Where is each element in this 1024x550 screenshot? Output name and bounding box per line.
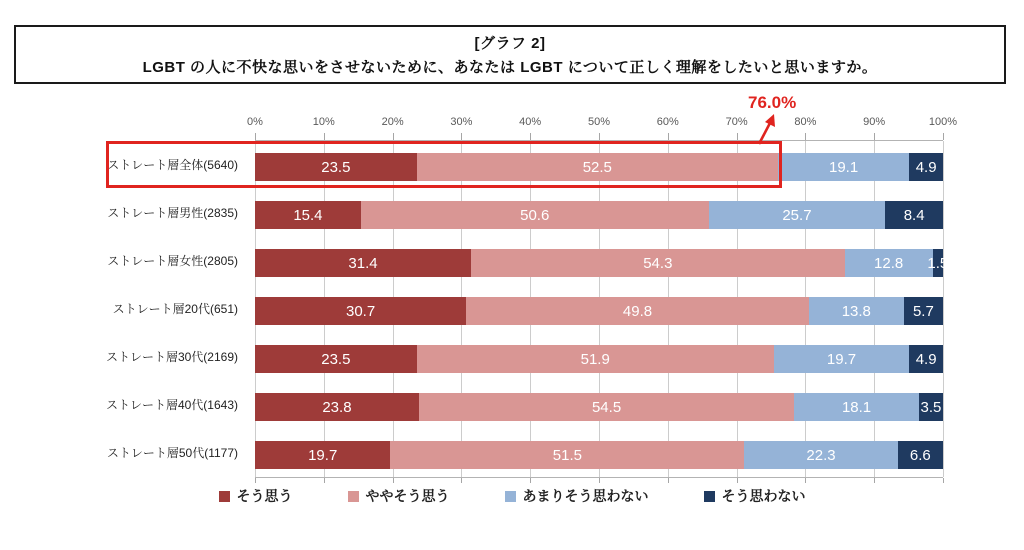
stacked-bar [255, 345, 943, 373]
bar-segment [255, 345, 417, 373]
x-tick-mark [530, 133, 531, 140]
bar-segment [774, 345, 910, 373]
legend-swatch-icon [219, 491, 230, 502]
bar-value-label: 3.5 [920, 398, 942, 416]
bar-segment [255, 249, 471, 277]
annotation-arrow-icon [753, 110, 781, 148]
x-tick-stub [874, 478, 875, 483]
category-label: ストレート層男性(2835) [107, 205, 238, 220]
x-axis [247, 116, 958, 140]
stacked-bar [255, 441, 943, 469]
x-tick-mark [324, 133, 325, 140]
x-tick-mark [599, 133, 600, 140]
x-tick-mark [737, 133, 738, 140]
bar-value-label: 25.7 [782, 206, 812, 224]
bar-value-label: 6.6 [909, 446, 931, 464]
x-tick-label: 30% [450, 116, 473, 128]
bar-value-label: 52.5 [582, 158, 612, 176]
legend-swatch-icon [704, 491, 715, 502]
bar-value-label: 19.1 [828, 158, 859, 176]
x-tick-stub [737, 478, 738, 483]
bar-value-label: 30.7 [346, 302, 376, 320]
category-label: ストレート層全体(5640) [107, 157, 238, 172]
bar-value-label: 23.8 [322, 398, 352, 416]
bar-value-label: 19.7 [826, 350, 857, 368]
legend-label: そう思わない [721, 488, 806, 504]
bar-segment [898, 441, 943, 469]
stacked-bar [255, 153, 943, 181]
chart-title-line1: [グラフ 2] [474, 35, 546, 52]
legend-item [219, 486, 293, 506]
bar-segment [709, 201, 886, 229]
x-tick-stub [530, 478, 531, 483]
bar-segment [255, 297, 466, 325]
category-label: ストレート層20代(651) [112, 301, 238, 316]
x-tick-label: 10% [312, 116, 335, 128]
x-tick-label: 0% [247, 116, 263, 128]
legend-item [348, 486, 450, 506]
bar-segment [794, 393, 919, 421]
x-tick-stub [668, 478, 669, 483]
bar-value-label: 4.9 [915, 350, 937, 368]
bar-row [255, 285, 943, 333]
bar-value-label: 50.6 [520, 206, 550, 224]
bar-segment [419, 393, 794, 421]
bar-value-label: 13.8 [841, 302, 871, 320]
bar-value-label: 51.9 [580, 350, 610, 368]
bar-rows-layer [255, 141, 949, 477]
chart-title-box [14, 25, 1006, 84]
bar-segment [744, 441, 897, 469]
bar-row [255, 189, 943, 237]
bar-segment [255, 153, 417, 181]
chart-title-line2: LGBT の人に不快な思いをさせないために、あなたは LGBT について正しく理解をしたいと思いますか。 [142, 59, 878, 76]
bar-value-label: 19.7 [308, 446, 338, 464]
category-label: ストレート層50代(1177) [106, 445, 238, 460]
bar-value-label: 22.3 [806, 446, 836, 464]
bar-value-label: 5.7 [912, 302, 934, 320]
x-tick-mark [461, 133, 462, 140]
bar-segment [809, 297, 904, 325]
bar-row [255, 237, 949, 285]
bar-segment [417, 153, 778, 181]
bar-value-label: 12.8 [874, 254, 904, 272]
bar-segment [390, 441, 744, 469]
legend-label: ややそう思う [365, 488, 450, 504]
x-tick-label: 50% [587, 116, 611, 128]
bar-value-label: 15.4 [293, 206, 323, 224]
x-tick-label: 80% [794, 116, 817, 128]
bar-segment [927, 249, 949, 277]
bar-row [255, 333, 943, 381]
bar-value-label: 23.5 [321, 350, 351, 368]
bar-value-label: 1.5 [927, 254, 949, 272]
bar-segment [778, 153, 909, 181]
bar-segment [885, 201, 943, 229]
bar-segment [845, 249, 933, 277]
x-tick-mark [805, 133, 806, 140]
x-tick-label: 20% [381, 116, 404, 128]
stacked-bar [255, 201, 943, 229]
x-tick-label: 90% [863, 116, 886, 128]
legend-item [704, 486, 806, 506]
x-tick-stub [461, 478, 462, 483]
bar-segment [466, 297, 809, 325]
bar-segment [255, 393, 419, 421]
x-tick-label: 60% [656, 116, 679, 128]
x-tick-stub [393, 478, 394, 483]
x-tick-stub [324, 478, 325, 483]
bar-value-label: 8.4 [903, 206, 925, 224]
bar-segment [919, 393, 943, 421]
x-tick-mark [943, 133, 944, 140]
legend-swatch-icon [348, 491, 359, 502]
bar-segment [909, 153, 943, 181]
category-labels-column [0, 140, 247, 476]
bar-row [255, 141, 943, 189]
bar-row [255, 429, 943, 477]
x-tick-mark [668, 133, 669, 140]
legend-swatch-icon [505, 491, 516, 502]
bar-value-label: 4.9 [915, 158, 937, 176]
legend-item [505, 486, 649, 506]
bar-segment [471, 249, 845, 277]
x-tick-mark [255, 133, 256, 140]
legend-label: あまりそう思わない [522, 488, 649, 504]
bar-value-label: 23.5 [321, 158, 351, 176]
bar-segment [361, 201, 709, 229]
gridline [943, 141, 944, 477]
category-label: ストレート層女性(2805) [107, 253, 238, 268]
bar-value-label: 31.4 [348, 254, 378, 272]
x-tick-stub [805, 478, 806, 483]
bar-value-label: 49.8 [622, 302, 653, 320]
category-label: ストレート層30代(2169) [105, 349, 238, 364]
x-tick-label: 70% [725, 116, 748, 128]
stacked-bar [255, 297, 943, 325]
bar-value-label: 51.5 [552, 446, 582, 464]
bar-value-label: 54.3 [643, 254, 673, 272]
x-tick-stub [255, 478, 256, 483]
bar-segment [417, 345, 774, 373]
chart-plot-area [255, 140, 949, 478]
bar-segment [909, 345, 943, 373]
annotation-label: 76.0% [748, 93, 797, 112]
category-label: ストレート層40代(1643) [105, 397, 238, 412]
bar-value-label: 54.5 [591, 398, 622, 416]
x-tick-mark [393, 133, 394, 140]
bar-row [255, 381, 943, 429]
bar-segment [255, 441, 390, 469]
legend-label: そう思う [236, 488, 293, 504]
x-tick-label: 40% [519, 116, 542, 128]
bar-segment [255, 201, 361, 229]
x-tick-mark [874, 133, 875, 140]
stacked-bar [255, 249, 949, 277]
stacked-bar [255, 393, 943, 421]
bar-segment [904, 297, 943, 325]
x-tick-stub [599, 478, 600, 483]
x-tick-stub [943, 478, 944, 483]
x-tick-label: 100% [928, 116, 958, 128]
bar-value-label: 18.1 [841, 398, 872, 416]
legend [0, 486, 1024, 506]
